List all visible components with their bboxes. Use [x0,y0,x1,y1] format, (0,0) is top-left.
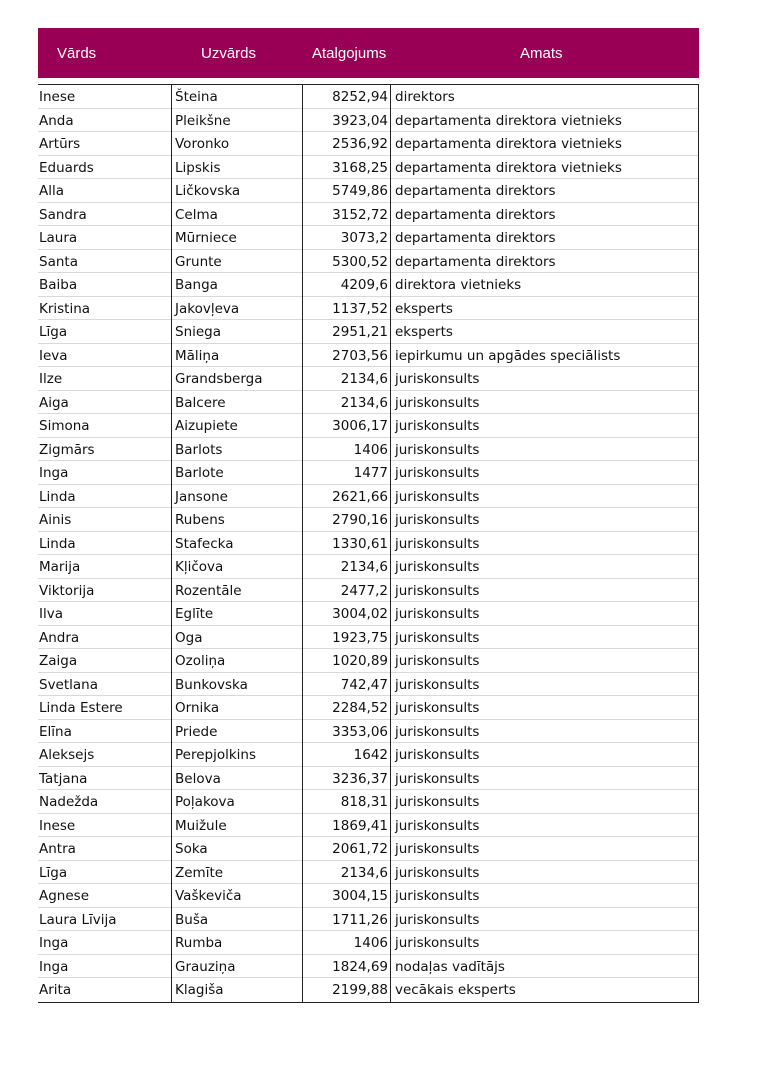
cell-first-name[interactable]: Alla [39,183,65,199]
cell-position[interactable]: juriskonsults [390,602,699,626]
cell-position[interactable]: juriskonsults [390,696,699,720]
cell-last-name[interactable]: Klagiša [171,978,301,1002]
cell-first-name[interactable]: Kristina [39,300,91,317]
cell-salary[interactable]: 8252,94 [302,85,390,109]
cell-position[interactable]: nodaļas vadītājs [390,955,699,979]
cell-salary[interactable]: 2134,6 [302,391,390,415]
cell-last-name[interactable]: Vaškeviča [171,884,301,908]
cell-last-name[interactable]: Grandsberga [171,367,301,391]
cell-last-name[interactable]: Celma [171,203,301,227]
cell-last-name[interactable]: Sniega [171,320,301,344]
cell-salary[interactable]: 1642 [302,743,390,767]
cell-last-name[interactable]: Ozoliņa [171,649,301,673]
cell-last-name[interactable]: Pleikšne [171,109,301,133]
table-row [38,485,699,509]
cell-first-name[interactable]: Zaiga [39,653,78,669]
cell-position[interactable]: juriskonsults [390,438,699,462]
table-row [38,626,699,650]
cell-position[interactable]: juriskonsults [390,814,699,838]
cell-position[interactable]: juriskonsults [390,414,699,438]
cell-last-name[interactable]: Māliņa [171,344,301,368]
cell-position[interactable]: direktora vietnieks [390,273,699,297]
cell-salary[interactable]: 2134,6 [302,861,390,885]
cell-salary[interactable]: 1406 [302,438,390,462]
cell-first-name[interactable]: Simona [39,418,90,434]
cell-salary[interactable]: 1020,89 [302,649,390,673]
header-first-name[interactable]: Vārds [57,45,97,62]
cell-salary[interactable]: 818,31 [302,790,390,814]
cell-position[interactable]: direktors [390,85,699,109]
cell-position[interactable]: eksperts [390,320,699,344]
table-row [38,367,699,391]
table-row [38,955,699,979]
cell-salary[interactable]: 2199,88 [302,978,390,1002]
cell-first-name[interactable]: Ilva [39,606,63,622]
header-salary[interactable]: Atalgojums [312,45,387,62]
cell-last-name[interactable]: Eglīte [171,602,301,626]
cell-last-name[interactable]: Grauziņa [171,955,301,979]
cell-position[interactable]: juriskonsults [390,908,699,932]
table-row [38,767,699,791]
cell-last-name[interactable]: Zemīte [171,861,301,885]
cell-first-name[interactable]: Agnese [39,888,90,904]
cell-last-name[interactable]: Rumba [171,931,301,955]
cell-last-name[interactable]: Perepjolkins [171,743,301,767]
cell-last-name[interactable]: Soka [171,837,301,861]
cell-first-name[interactable]: Santa [39,253,78,270]
cell-last-name[interactable]: Buša [171,908,301,932]
cell-first-name[interactable]: Linda [39,535,76,552]
cell-salary[interactable]: 3073,2 [302,226,390,250]
cell-salary[interactable]: 2790,16 [302,508,390,532]
cell-position[interactable]: juriskonsults [390,790,699,814]
cell-position[interactable]: juriskonsults [390,743,699,767]
cell-position[interactable]: vecākais eksperts [390,978,699,1002]
table-row [38,837,699,861]
cell-salary[interactable]: 3152,72 [302,203,390,227]
cell-first-name[interactable]: Arita [39,982,72,998]
cell-first-name[interactable]: Marija [39,559,81,575]
cell-last-name[interactable]: Kļičova [171,555,301,579]
table-row [38,602,699,626]
cell-salary[interactable]: 1824,69 [302,955,390,979]
cell-first-name[interactable]: Linda [39,488,76,505]
table-row [38,344,699,368]
table-row [38,391,699,415]
cell-first-name[interactable]: Inga [39,958,69,975]
cell-position[interactable]: departamenta direktora vietnieks [390,132,699,156]
cell-salary[interactable]: 5749,86 [302,179,390,203]
cell-position[interactable]: departamenta direktors [390,203,699,227]
cell-salary[interactable]: 1137,52 [302,297,390,321]
cell-last-name[interactable]: Voronko [171,132,301,156]
cell-first-name[interactable]: Laura [39,230,78,246]
cell-last-name[interactable]: Jansone [171,485,301,509]
cell-salary[interactable]: 2536,92 [302,132,390,156]
cell-salary[interactable]: 5300,52 [302,250,390,274]
cell-last-name[interactable]: Lipskis [171,156,301,180]
table-row [38,461,699,485]
cell-last-name[interactable]: Jakovļeva [171,297,301,321]
table-row [38,649,699,673]
cell-last-name[interactable]: Mūrniece [171,226,301,250]
table-row [38,579,699,603]
cell-salary[interactable]: 2703,56 [302,344,390,368]
cell-last-name[interactable]: Ornika [171,696,301,720]
cell-position[interactable]: juriskonsults [390,837,699,861]
cell-salary[interactable]: 3168,25 [302,156,390,180]
cell-position[interactable]: juriskonsults [390,532,699,556]
cell-salary[interactable]: 3353,06 [302,720,390,744]
table-row [38,250,699,274]
cell-first-name[interactable]: Zigmārs [39,441,95,458]
cell-salary[interactable]: 4209,6 [302,273,390,297]
table-row [38,320,699,344]
cell-first-name[interactable]: Inese [39,817,76,834]
cell-salary[interactable]: 2284,52 [302,696,390,720]
table-row [38,532,699,556]
cell-last-name[interactable]: Poļakova [171,790,301,814]
cell-position[interactable]: departamenta direktora vietnieks [390,156,699,180]
cell-last-name[interactable]: Grunte [171,250,301,274]
cell-last-name[interactable]: Ličkovska [171,179,301,203]
cell-last-name[interactable]: Balcere [171,391,301,415]
table-row [38,790,699,814]
cell-salary[interactable]: 1406 [302,931,390,955]
cell-salary[interactable]: 2134,6 [302,367,390,391]
cell-first-name[interactable]: Nadežda [39,794,99,810]
table-row [38,814,699,838]
cell-position[interactable]: juriskonsults [390,555,699,579]
cell-first-name[interactable]: Tatjana [39,770,88,787]
cell-salary[interactable]: 3236,37 [302,767,390,791]
cell-position[interactable]: eksperts [390,297,699,321]
cell-position[interactable]: iepirkumu un apgādes speciālists [390,344,699,368]
table-row [38,203,699,227]
cell-salary[interactable]: 3923,04 [302,109,390,133]
cell-first-name[interactable]: Svetlana [39,676,99,693]
cell-position[interactable]: juriskonsults [390,649,699,673]
cell-position[interactable]: juriskonsults [390,391,699,415]
cell-first-name[interactable]: Ilze [39,371,63,387]
table-row [38,132,699,156]
cell-salary[interactable]: 1477 [302,461,390,485]
table-row [38,861,699,885]
cell-position[interactable]: departamenta direktora vietnieks [390,109,699,133]
cell-position[interactable]: departamenta direktors [390,250,699,274]
cell-position[interactable]: juriskonsults [390,673,699,697]
table-row [38,931,699,955]
cell-first-name[interactable]: Linda Estere [39,700,123,716]
table-row [38,179,699,203]
table-row [38,884,699,908]
cell-first-name[interactable]: Baiba [39,277,78,293]
cell-salary[interactable]: 2061,72 [302,837,390,861]
table-row [38,696,699,720]
cell-last-name[interactable]: Banga [171,273,301,297]
table-row [38,156,699,180]
table-row [38,978,699,1002]
cell-last-name[interactable]: Šteina [171,85,301,109]
table-row [38,414,699,438]
cell-first-name[interactable]: Ainis [39,512,72,528]
cell-salary[interactable]: 3004,15 [302,884,390,908]
table-row [38,720,699,744]
cell-last-name[interactable]: Priede [171,720,301,744]
table-row [38,85,699,109]
cell-position[interactable]: juriskonsults [390,720,699,744]
cell-salary[interactable]: 1923,75 [302,626,390,650]
table-row [38,743,699,767]
cell-salary[interactable]: 1711,26 [302,908,390,932]
cell-first-name[interactable]: Elīna [39,723,72,740]
table-row [38,109,699,133]
cell-position[interactable]: juriskonsults [390,884,699,908]
table-row [38,226,699,250]
table-row [38,673,699,697]
cell-last-name[interactable]: Bunkovska [171,673,301,697]
cell-last-name[interactable]: Belova [171,767,301,791]
cell-first-name[interactable]: Antra [39,841,76,857]
table-header [38,28,699,80]
cell-position[interactable]: juriskonsults [390,767,699,791]
cell-salary[interactable]: 2134,6 [302,555,390,579]
cell-first-name[interactable]: Sandra [39,206,87,223]
cell-first-name[interactable]: Līga [39,864,68,881]
cell-first-name[interactable]: Artūrs [39,136,81,152]
cell-first-name[interactable]: Laura Līvija [39,911,117,928]
table-row [38,297,699,321]
cell-first-name[interactable]: Andra [39,629,80,646]
cell-salary[interactable]: 3006,17 [302,414,390,438]
cell-first-name[interactable]: Aleksejs [39,747,95,763]
cell-first-name[interactable]: Viktorija [39,582,95,599]
cell-first-name[interactable]: Aiga [39,394,69,411]
header-position[interactable]: Amats [520,45,563,62]
table-row [38,438,699,462]
cell-last-name[interactable]: Rubens [171,508,301,532]
table-row [38,555,699,579]
cell-first-name[interactable]: Inese [39,89,76,105]
cell-salary[interactable]: 2477,2 [302,579,390,603]
cell-last-name[interactable]: Rozentāle [171,579,301,603]
cell-salary[interactable]: 2951,21 [302,320,390,344]
cell-salary[interactable]: 2621,66 [302,485,390,509]
salary-table [38,84,699,1003]
cell-position[interactable]: juriskonsults [390,461,699,485]
table-row [38,273,699,297]
cell-position[interactable]: juriskonsults [390,579,699,603]
cell-salary[interactable]: 1869,41 [302,814,390,838]
cell-first-name[interactable]: Līga [39,324,68,340]
cell-position[interactable]: juriskonsults [390,626,699,650]
cell-last-name[interactable]: Barlote [171,461,301,485]
cell-last-name[interactable]: Stafecka [171,532,301,556]
cell-last-name[interactable]: Aizupiete [171,414,301,438]
cell-salary[interactable]: 1330,61 [302,532,390,556]
cell-position[interactable]: departamenta direktors [390,179,699,203]
table-row [38,908,699,932]
cell-position[interactable]: juriskonsults [390,485,699,509]
cell-first-name[interactable]: Ieva [39,347,68,364]
cell-last-name[interactable]: Oga [171,626,301,650]
header-last-name[interactable]: Uzvārds [201,45,257,62]
cell-position[interactable]: juriskonsults [390,367,699,391]
cell-salary[interactable]: 3004,02 [302,602,390,626]
cell-salary[interactable]: 742,47 [302,673,390,697]
cell-first-name[interactable]: Inga [39,465,69,481]
cell-position[interactable]: juriskonsults [390,931,699,955]
cell-last-name[interactable]: Muižule [171,814,301,838]
cell-position[interactable]: departamenta direktors [390,226,699,250]
cell-position[interactable]: juriskonsults [390,861,699,885]
table-row [38,508,699,532]
cell-last-name[interactable]: Barlots [171,438,301,462]
cell-first-name[interactable]: Anda [39,112,74,129]
cell-first-name[interactable]: Eduards [39,159,94,176]
cell-position[interactable]: juriskonsults [390,508,699,532]
cell-first-name[interactable]: Inga [39,935,69,951]
